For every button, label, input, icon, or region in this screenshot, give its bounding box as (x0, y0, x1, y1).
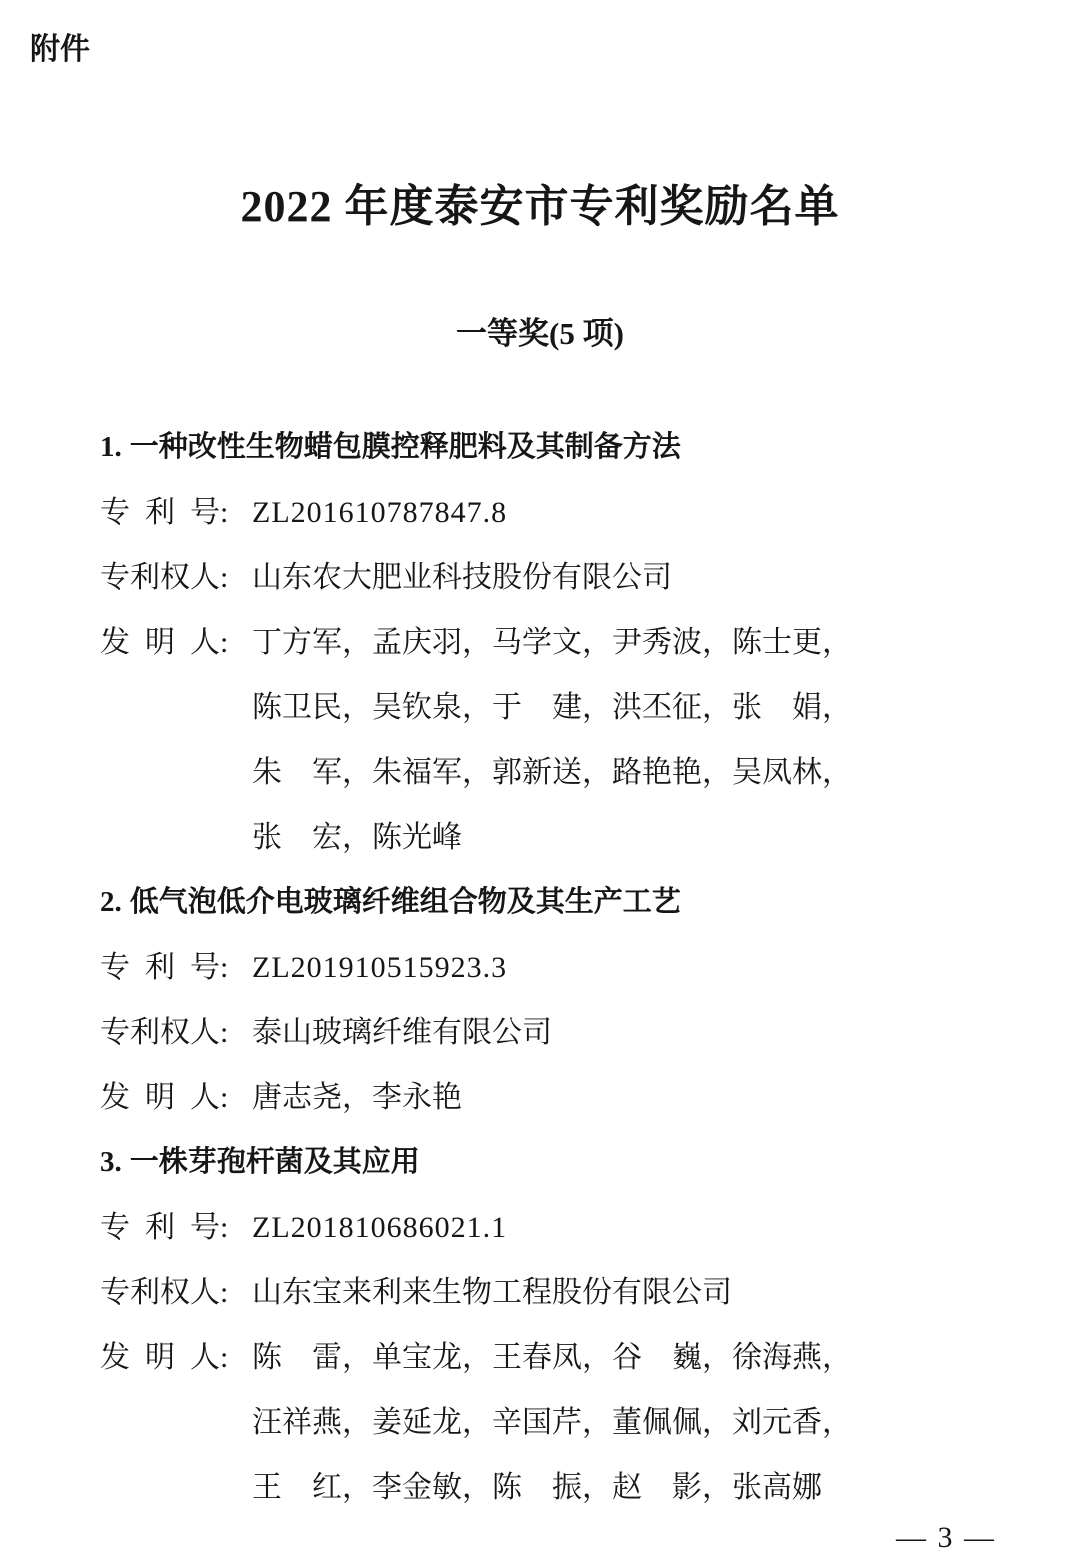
patent-entry-1-index: 1. (100, 431, 122, 463)
inventors-label: 发 明 人: (100, 1341, 229, 1374)
patent-entry-2 (100, 870, 1010, 1130)
patent-entry-3-inventors-row (100, 1325, 1010, 1520)
patent-entry-3-patentee-row (100, 1260, 1010, 1325)
patent-no-label: 专 利 号: (100, 1211, 229, 1244)
patent-entry-1 (100, 415, 1010, 870)
patent-entry-3-index: 3. (100, 1146, 122, 1178)
patentee-label: 专利权人: (100, 1016, 229, 1049)
document-title: 2022 年度泰安市专利奖励名单 (240, 182, 840, 231)
inventors-label: 发 明 人: (100, 626, 229, 659)
patent-no-value: ZL201610787847.8 (252, 496, 508, 529)
patent-no-value: ZL201810686021.1 (252, 1211, 508, 1244)
patent-entry-2-patent-no-row (100, 935, 1010, 1000)
inventor-line: 汪祥燕，姜延龙，辛国芹，董佩佩，刘元香， (252, 1406, 852, 1439)
patent-entry-2-title (100, 870, 1010, 935)
patent-entry-2-inventors-row (100, 1065, 1010, 1130)
patent-entry-1-title-text: 一种改性生物蜡包膜控释肥料及其制备方法 (129, 431, 681, 463)
attachment-label: 附件 (30, 33, 90, 66)
inventor-line: 陈 雷，单宝龙，王春凤，谷 巍，徐海燕， (252, 1341, 852, 1374)
inventor-line: 唐志尧，李永艳 (252, 1081, 462, 1114)
patent-entry-1-inventors-row (100, 610, 1010, 870)
page-number: — 3 — (896, 1521, 996, 1554)
patent-no-label: 专 利 号: (100, 951, 229, 984)
inventor-lines (252, 1065, 1010, 1130)
patent-no-label: 专 利 号: (100, 496, 229, 529)
inventor-line: 朱 军，朱福军，郭新送，路艳艳，吴凤林， (252, 756, 852, 789)
inventors-label: 发 明 人: (100, 1081, 229, 1114)
patent-entry-list (100, 415, 1010, 1520)
patent-entry-2-patentee-row (100, 1000, 1010, 1065)
patent-entry-1-patentee-row (100, 545, 1010, 610)
patent-no-value: ZL201910515923.3 (252, 951, 508, 984)
inventor-line: 王 红，李金敏，陈 振，赵 影，张高娜 (252, 1471, 822, 1504)
inventor-line: 张 宏，陈光峰 (252, 821, 462, 854)
patent-entry-1-patent-no-row (100, 480, 1010, 545)
patent-entry-2-index: 2. (100, 886, 122, 918)
patentee-value: 泰山玻璃纤维有限公司 (252, 1016, 552, 1049)
patentee-label: 专利权人: (100, 1276, 229, 1309)
inventor-lines (252, 610, 1010, 870)
inventor-line: 丁方军，孟庆羽，马学文，尹秀波，陈士更， (252, 626, 852, 659)
patent-entry-2-title-text: 低气泡低介电玻璃纤维组合物及其生产工艺 (129, 886, 681, 918)
patent-entry-3-patent-no-row (100, 1195, 1010, 1260)
patent-entry-1-title (100, 415, 1010, 480)
patentee-value: 山东农大肥业科技股份有限公司 (252, 561, 672, 594)
patentee-value: 山东宝来利来生物工程股份有限公司 (252, 1276, 732, 1309)
inventor-lines (252, 1325, 1010, 1520)
patent-entry-3-title (100, 1130, 1010, 1195)
patent-entry-3-title-text: 一株芽孢杆菌及其应用 (129, 1146, 420, 1178)
section-heading-first-prize: 一等奖(5 项) (456, 316, 624, 351)
patentee-label: 专利权人: (100, 561, 229, 594)
patent-entry-3 (100, 1130, 1010, 1520)
inventor-line: 陈卫民，吴钦泉，于 建，洪丕征，张 娟， (252, 691, 852, 724)
